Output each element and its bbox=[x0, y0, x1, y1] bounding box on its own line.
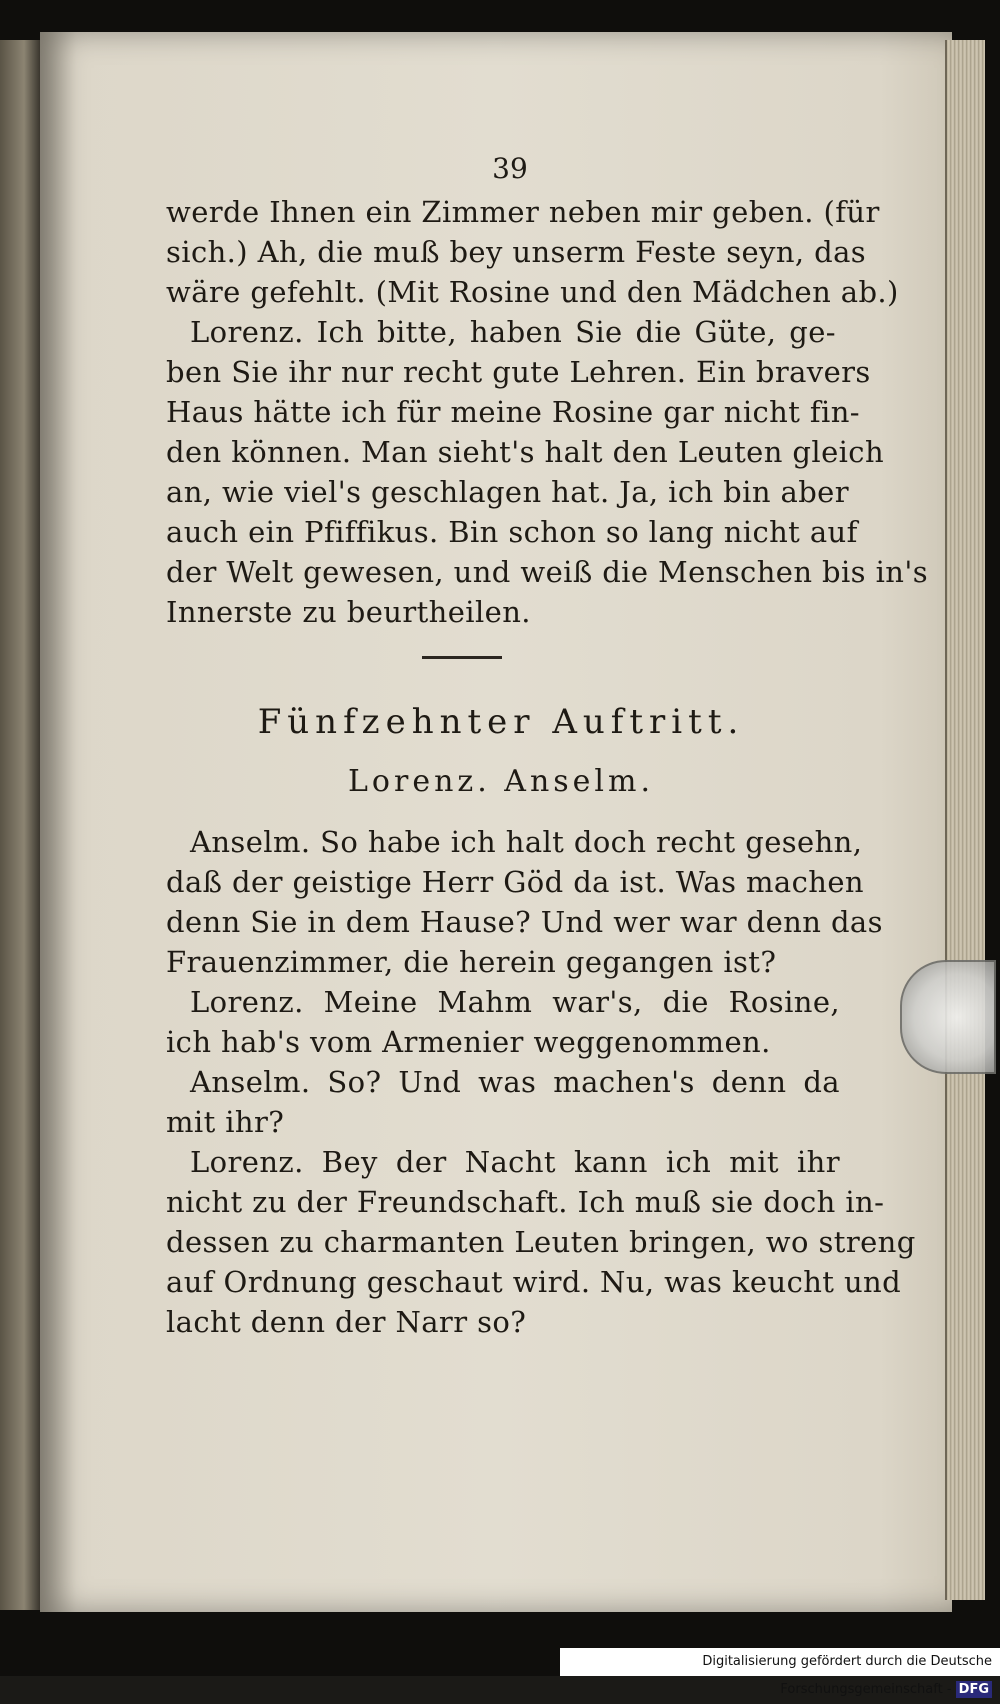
text-line: dessen zu charmanten Leuten bringen, wo streng bbox=[166, 1225, 916, 1259]
text-line: Lorenz. Meine Mahm war's, die Rosine, bbox=[190, 985, 840, 1019]
page-stack-edge bbox=[945, 40, 985, 1600]
text-line: nicht zu der Freundschaft. Ich muß sie doch in- bbox=[166, 1185, 885, 1219]
text-line: Haus hätte ich für meine Rosine gar nicht fin- bbox=[166, 395, 860, 429]
text-line: ich hab's vom Armenier weggenommen. bbox=[166, 1025, 771, 1059]
scene-heading: Fünfzehnter Auftritt. bbox=[257, 702, 745, 742]
dfg-logo: DFG bbox=[956, 1681, 992, 1698]
text-line: mit ihr? bbox=[166, 1105, 285, 1139]
text-line: lacht denn der Narr so? bbox=[166, 1305, 527, 1339]
footer-text: Digitalisierung gefördert durch die Deutsche Forschungsgemeinschaft - bbox=[702, 1654, 992, 1697]
text-line: wäre gefehlt. (Mit Rosine und den Mädchen ab.) bbox=[166, 275, 899, 309]
text-line: auf Ordnung geschaut wird. Nu, was keucht und bbox=[166, 1265, 902, 1299]
text-line: auch ein Pfiffikus. Bin schon so lang nicht auf bbox=[166, 515, 858, 549]
page-text bbox=[40, 32, 952, 1612]
text-line: ben Sie ihr nur recht gute Lehren. Ein bravers bbox=[166, 355, 871, 389]
text-line: Lorenz. Bey der Nacht kann ich mit ihr bbox=[190, 1145, 840, 1179]
section-divider bbox=[422, 656, 502, 659]
text-line: Lorenz. Ich bitte, haben Sie die Güte, ge- bbox=[190, 315, 836, 349]
text-line: Anselm. So? Und was machen's denn da bbox=[190, 1065, 840, 1099]
text-line: den können. Man sieht's halt den Leuten gleich bbox=[166, 435, 885, 469]
text-line: werde Ihnen ein Zimmer neben mir geben. (für bbox=[166, 195, 880, 229]
text-line: daß der geistige Herr Göd da ist. Was machen bbox=[166, 865, 864, 899]
book-page bbox=[40, 32, 952, 1612]
text-line: an, wie viel's geschlagen hat. Ja, ich bin aber bbox=[166, 475, 849, 509]
scene-persons: Lorenz. Anselm. bbox=[348, 764, 654, 799]
page-clip bbox=[900, 960, 996, 1074]
text-line: der Welt gewesen, und weiß die Menschen bis in's bbox=[166, 555, 928, 589]
page-number: 39 bbox=[492, 152, 528, 185]
text-line: Frauenzimmer, die herein gegangen ist? bbox=[166, 945, 777, 979]
text-line: sich.) Ah, die muß bey unserm Feste seyn, das bbox=[166, 235, 867, 269]
text-line: Innerste zu beurtheilen. bbox=[166, 595, 531, 629]
text-line: denn Sie in dem Hause? Und wer war denn das bbox=[166, 905, 883, 939]
digitization-footer bbox=[560, 1648, 1000, 1697]
text-line: Anselm. So habe ich halt doch recht gesehn, bbox=[190, 825, 863, 859]
left-page-edge bbox=[0, 40, 40, 1610]
